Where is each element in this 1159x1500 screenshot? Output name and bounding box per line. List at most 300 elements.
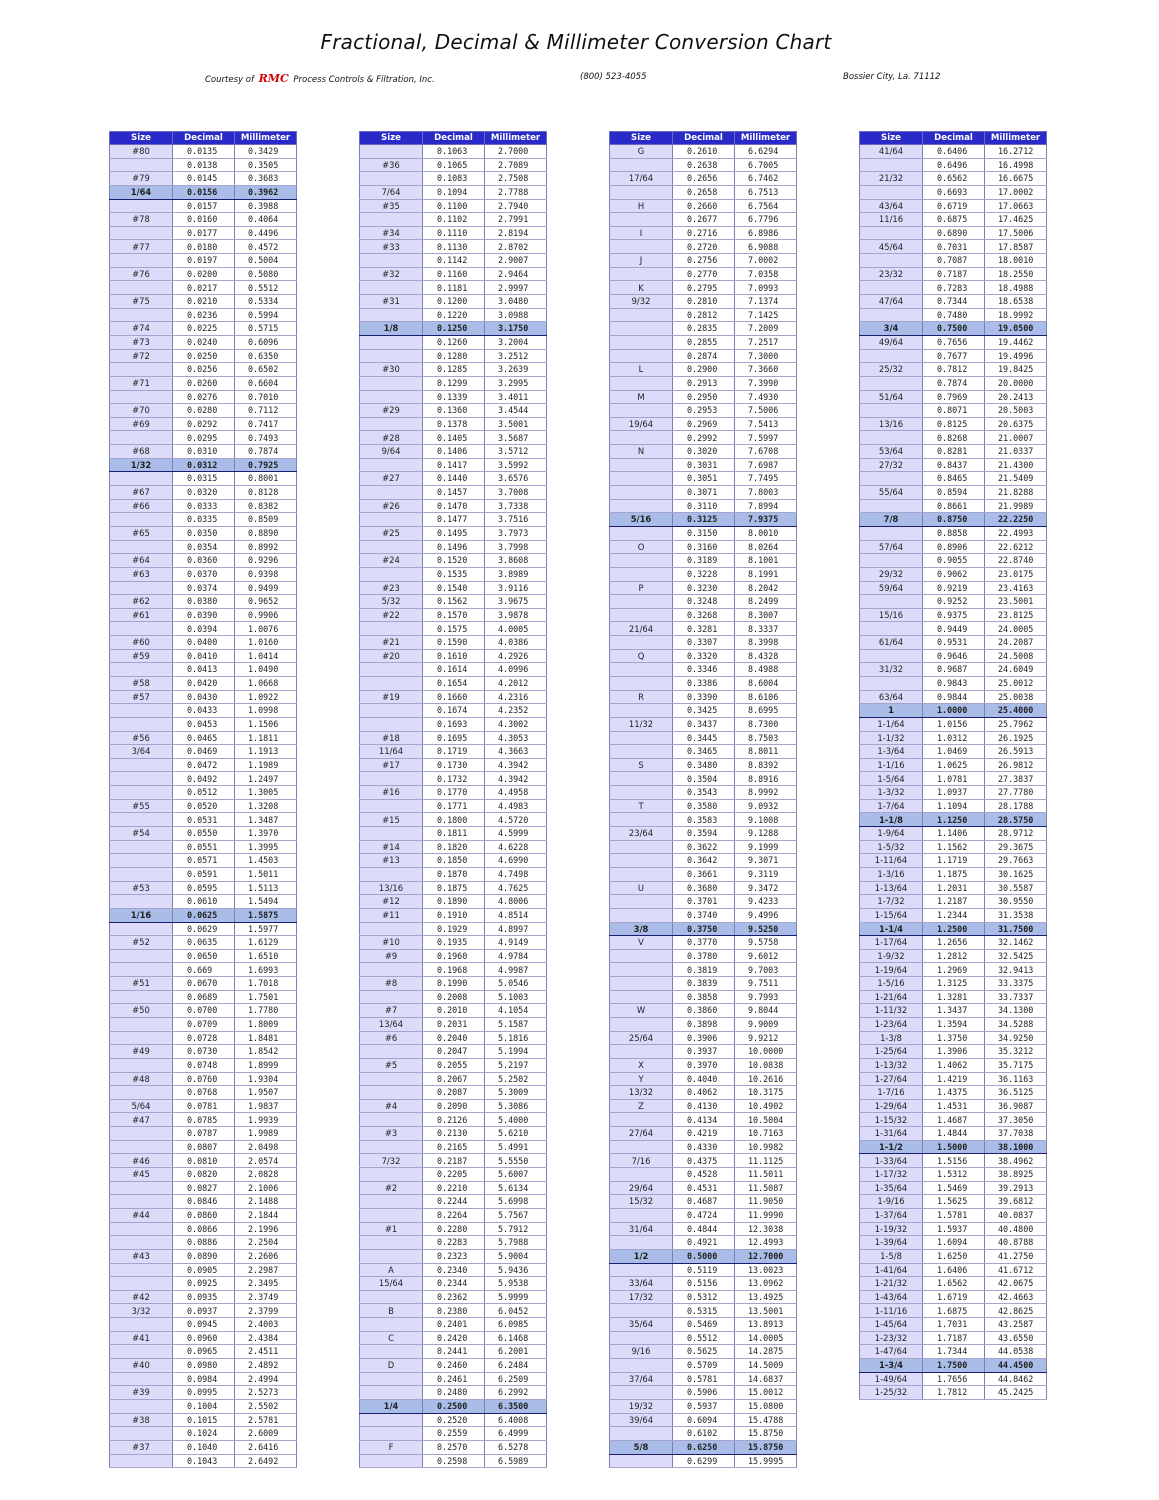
courtesy-prefix: Courtesy of (205, 75, 254, 85)
decimal-cell: 0.1935 (423, 936, 485, 950)
decimal-cell: 0.3858 (673, 990, 735, 1004)
decimal-cell: 0.0312 (173, 458, 235, 472)
size-cell (860, 226, 923, 240)
size-cell: #62 (110, 595, 173, 609)
table-row (610, 676, 797, 690)
millimeter-cell: 13.0962 (735, 1277, 797, 1291)
size-cell: #27 (360, 472, 423, 486)
table-row (360, 199, 547, 213)
size-cell: G (610, 145, 673, 159)
millimeter-cell: 25.4000 (985, 704, 1047, 718)
table-row (360, 390, 547, 404)
table-row (610, 1058, 797, 1072)
decimal-cell: 0.1285 (423, 363, 485, 377)
decimal-cell: 1.1094 (923, 799, 985, 813)
decimal-cell: 0.0730 (173, 1045, 235, 1059)
size-cell (610, 745, 673, 759)
decimal-cell: 0.0925 (173, 1277, 235, 1291)
header-size: Size (860, 132, 923, 145)
decimal-cell: 0.2770 (673, 267, 735, 281)
decimal-cell: 0.4062 (673, 1086, 735, 1100)
decimal-cell: 0.8750 (923, 513, 985, 527)
millimeter-cell: 8.8011 (735, 745, 797, 759)
decimal-cell: 0.7031 (923, 240, 985, 254)
size-cell: 37/64 (610, 1372, 673, 1386)
header-millimeter: Millimeter (235, 132, 297, 145)
table-row (860, 1208, 1047, 1222)
table-row (860, 936, 1047, 950)
decimal-cell: 0.0512 (173, 786, 235, 800)
millimeter-cell: 16.4998 (985, 158, 1047, 172)
size-cell: #60 (110, 636, 173, 650)
millimeter-cell: 28.1788 (985, 799, 1047, 813)
size-cell: 27/64 (610, 1127, 673, 1141)
millimeter-cell: 5.6210 (485, 1127, 547, 1141)
millimeter-cell: 3.4011 (485, 390, 547, 404)
size-cell (110, 158, 173, 172)
millimeter-cell: 5.0546 (485, 977, 547, 991)
decimal-cell: 0.0629 (173, 922, 235, 936)
table-row (610, 158, 797, 172)
millimeter-cell: 39.2913 (985, 1181, 1047, 1195)
table-row (360, 458, 547, 472)
size-cell: 1-11/32 (860, 1004, 923, 1018)
millimeter-cell: 2.4384 (235, 1331, 297, 1345)
table-row (360, 622, 547, 636)
table-row (110, 1440, 297, 1454)
decimal-cell: 0.2874 (673, 349, 735, 363)
size-cell: #65 (110, 526, 173, 540)
millimeter-cell: 2.0574 (235, 1154, 297, 1168)
millimeter-cell: 2.1844 (235, 1208, 297, 1222)
size-cell: 1/2 (610, 1249, 673, 1263)
decimal-cell: 0.0700 (173, 1004, 235, 1018)
millimeter-cell: 0.5004 (235, 254, 297, 268)
decimal-cell: 0.0413 (173, 663, 235, 677)
decimal-cell: 1.4219 (923, 1072, 985, 1086)
rmc-logo: RMC (258, 72, 289, 85)
table-row (860, 267, 1047, 281)
decimal-cell: 0.2040 (423, 1031, 485, 1045)
size-cell: #69 (110, 417, 173, 431)
millimeter-cell: 7.0002 (735, 254, 797, 268)
decimal-cell: 0.0781 (173, 1099, 235, 1113)
table-row (360, 1113, 547, 1127)
table-row (860, 335, 1047, 349)
millimeter-cell: 0.7493 (235, 431, 297, 445)
size-cell: #44 (110, 1208, 173, 1222)
table-row (110, 827, 297, 841)
size-cell: #58 (110, 676, 173, 690)
decimal-cell: 0.3465 (673, 745, 735, 759)
decimal-cell: 1.5156 (923, 1154, 985, 1168)
millimeter-cell: 10.0838 (735, 1058, 797, 1072)
millimeter-cell: 2.7788 (485, 185, 547, 199)
millimeter-cell: 2.6416 (235, 1440, 297, 1454)
size-cell: 5/8 (610, 1440, 673, 1454)
decimal-cell: 0.8281 (923, 445, 985, 459)
size-cell: 1-47/64 (860, 1345, 923, 1359)
millimeter-cell: 27.7780 (985, 786, 1047, 800)
table-row (360, 1290, 547, 1304)
decimal-cell: 0.0472 (173, 758, 235, 772)
table-row (110, 1454, 297, 1468)
table-body (360, 145, 547, 1468)
table-row (360, 513, 547, 527)
millimeter-cell: 11.5087 (735, 1181, 797, 1195)
millimeter-cell: 11.9050 (735, 1195, 797, 1209)
table-row (860, 1277, 1047, 1291)
decimal-cell: 0.3425 (673, 704, 735, 718)
decimal-cell: 0.0768 (173, 1086, 235, 1100)
decimal-cell: 0.0945 (173, 1318, 235, 1332)
decimal-cell: 0.0350 (173, 526, 235, 540)
millimeter-cell: 24.2087 (985, 636, 1047, 650)
size-cell: N (610, 445, 673, 459)
millimeter-cell: 5.3009 (485, 1086, 547, 1100)
size-cell (110, 1058, 173, 1072)
millimeter-cell: 1.3487 (235, 813, 297, 827)
decimal-cell: 0.2716 (673, 226, 735, 240)
millimeter-cell: 1.1811 (235, 731, 297, 745)
decimal-cell: 0.5156 (673, 1277, 735, 1291)
millimeter-cell: 2.2606 (235, 1249, 297, 1263)
decimal-cell: 0.8268 (923, 431, 985, 445)
millimeter-cell: 14.6837 (735, 1372, 797, 1386)
table-row (110, 663, 297, 677)
size-cell: W (610, 1004, 673, 1018)
size-cell: 3/64 (110, 745, 173, 759)
size-cell: 29/64 (610, 1181, 673, 1195)
millimeter-cell: 22.4993 (985, 526, 1047, 540)
table-row (360, 445, 547, 459)
size-cell: #47 (110, 1113, 173, 1127)
size-cell (110, 390, 173, 404)
decimal-cell: 0.1929 (423, 922, 485, 936)
millimeter-cell: 1.1989 (235, 758, 297, 772)
table-row (360, 636, 547, 650)
millimeter-cell: 10.4902 (735, 1099, 797, 1113)
decimal-cell: 0.2067 (423, 1072, 485, 1086)
millimeter-cell: 7.6708 (735, 445, 797, 459)
size-cell: #8 (360, 977, 423, 991)
millimeter-cell: 0.3429 (235, 145, 297, 159)
size-cell: 1-33/64 (860, 1154, 923, 1168)
size-cell (610, 731, 673, 745)
millimeter-cell: 9.3119 (735, 867, 797, 881)
decimal-cell: 1.5937 (923, 1222, 985, 1236)
size-cell: 3/4 (860, 322, 923, 336)
size-cell: 1-43/64 (860, 1290, 923, 1304)
decimal-cell: 0.0960 (173, 1331, 235, 1345)
table-row (610, 1099, 797, 1113)
millimeter-cell: 24.0005 (985, 622, 1047, 636)
millimeter-cell: 0.6350 (235, 349, 297, 363)
decimal-cell: 0.4130 (673, 1099, 735, 1113)
decimal-cell: 0.1406 (423, 445, 485, 459)
millimeter-cell: 23.5001 (985, 595, 1047, 609)
decimal-cell: 0.2264 (423, 1208, 485, 1222)
size-cell: 17/32 (610, 1290, 673, 1304)
table-row (110, 1195, 297, 1209)
size-cell: 23/64 (610, 827, 673, 841)
table-row (360, 963, 547, 977)
size-cell (360, 308, 423, 322)
table-row (360, 1154, 547, 1168)
decimal-cell: 0.0200 (173, 267, 235, 281)
millimeter-cell: 4.0386 (485, 636, 547, 650)
size-cell: 1-11/16 (860, 1304, 923, 1318)
table-row (110, 1058, 297, 1072)
millimeter-cell: 15.8750 (735, 1427, 797, 1441)
conversion-table-1 (109, 131, 297, 1468)
millimeter-cell: 18.4988 (985, 281, 1047, 295)
decimal-cell: 0.6496 (923, 158, 985, 172)
table-row (610, 1277, 797, 1291)
decimal-cell: 0.2913 (673, 376, 735, 390)
decimal-cell: 1.4687 (923, 1113, 985, 1127)
millimeter-cell: 9.7003 (735, 963, 797, 977)
millimeter-cell: 0.3988 (235, 199, 297, 213)
millimeter-cell: 21.4300 (985, 458, 1047, 472)
decimal-cell: 0.3906 (673, 1031, 735, 1045)
table-row (610, 554, 797, 568)
millimeter-cell: 3.7516 (485, 513, 547, 527)
table-row (360, 704, 547, 718)
table-row (860, 608, 1047, 622)
decimal-cell: 0.0905 (173, 1263, 235, 1277)
millimeter-cell: 0.9652 (235, 595, 297, 609)
decimal-cell: 0.3110 (673, 499, 735, 513)
size-cell: 1-3/4 (860, 1359, 923, 1373)
size-cell (360, 1236, 423, 1250)
millimeter-cell: 5.2197 (485, 1058, 547, 1072)
table-row (360, 295, 547, 309)
decimal-cell: 0.2953 (673, 404, 735, 418)
decimal-cell: 0.0177 (173, 226, 235, 240)
size-cell (610, 404, 673, 418)
millimeter-cell: 9.9212 (735, 1031, 797, 1045)
table-row (610, 936, 797, 950)
table-row (360, 663, 547, 677)
table-row (360, 1045, 547, 1059)
size-cell (360, 390, 423, 404)
size-cell (110, 840, 173, 854)
size-cell: 49/64 (860, 335, 923, 349)
decimal-cell: 0.0256 (173, 363, 235, 377)
decimal-cell: 0.2660 (673, 199, 735, 213)
decimal-cell: 1.0469 (923, 745, 985, 759)
table-row (110, 990, 297, 1004)
decimal-cell: 0.3281 (673, 622, 735, 636)
decimal-cell: 0.2835 (673, 322, 735, 336)
size-cell (610, 704, 673, 718)
header-decimal: Decimal (423, 132, 485, 145)
size-cell (610, 908, 673, 922)
millimeter-cell: 8.0010 (735, 526, 797, 540)
size-cell (860, 308, 923, 322)
decimal-cell: 0.0310 (173, 445, 235, 459)
millimeter-cell: 2.8194 (485, 226, 547, 240)
decimal-cell: 0.5119 (673, 1263, 735, 1277)
size-cell (610, 499, 673, 513)
millimeter-cell: 2.1006 (235, 1181, 297, 1195)
size-cell: #48 (110, 1072, 173, 1086)
decimal-cell: 0.3268 (673, 608, 735, 622)
millimeter-cell: 6.0985 (485, 1318, 547, 1332)
table-row (860, 949, 1047, 963)
decimal-cell: 0.1693 (423, 717, 485, 731)
decimal-cell: 0.2362 (423, 1290, 485, 1304)
size-cell: 11/64 (360, 745, 423, 759)
decimal-cell: 1.3281 (923, 990, 985, 1004)
millimeter-cell: 0.7112 (235, 404, 297, 418)
table-row (610, 254, 797, 268)
decimal-cell: 0.9252 (923, 595, 985, 609)
size-cell (110, 663, 173, 677)
size-cell (610, 772, 673, 786)
table-row (610, 1454, 797, 1468)
size-cell: 1-15/64 (860, 908, 923, 922)
decimal-cell: 0.5512 (673, 1331, 735, 1345)
millimeter-cell: 1.9304 (235, 1072, 297, 1086)
table-row (860, 622, 1047, 636)
millimeter-cell: 36.1163 (985, 1072, 1047, 1086)
decimal-cell: 0.3346 (673, 663, 735, 677)
size-cell: 5/16 (610, 513, 673, 527)
table-row (860, 854, 1047, 868)
decimal-cell: 1.5625 (923, 1195, 985, 1209)
table-row (860, 827, 1047, 841)
decimal-cell: 1.0312 (923, 731, 985, 745)
size-cell: #17 (360, 758, 423, 772)
millimeter-cell: 9.8044 (735, 1004, 797, 1018)
decimal-cell: 0.2812 (673, 308, 735, 322)
table-row (860, 977, 1047, 991)
conversion-table-2 (359, 131, 547, 1468)
size-cell: 27/32 (860, 458, 923, 472)
decimal-cell: 0.0785 (173, 1113, 235, 1127)
millimeter-cell: 19.4462 (985, 335, 1047, 349)
millimeter-cell: 10.9982 (735, 1140, 797, 1154)
decimal-cell: 0.0827 (173, 1181, 235, 1195)
size-cell: #25 (360, 526, 423, 540)
size-cell: 25/32 (860, 363, 923, 377)
millimeter-cell: 34.9250 (985, 1031, 1047, 1045)
millimeter-cell: 29.7663 (985, 854, 1047, 868)
millimeter-cell: 3.4544 (485, 404, 547, 418)
size-cell (610, 1263, 673, 1277)
courtesy-line (205, 72, 435, 85)
millimeter-cell: 19.8425 (985, 363, 1047, 377)
decimal-cell: 0.1732 (423, 772, 485, 786)
size-cell (360, 145, 423, 159)
size-cell (360, 1372, 423, 1386)
decimal-cell: 0.1063 (423, 145, 485, 159)
millimeter-cell: 14.5009 (735, 1359, 797, 1373)
decimal-cell: 0.0551 (173, 840, 235, 854)
millimeter-cell: 22.2250 (985, 513, 1047, 527)
table-row (610, 349, 797, 363)
size-cell: H (610, 199, 673, 213)
decimal-cell: 0.2280 (423, 1222, 485, 1236)
millimeter-cell: 8.3998 (735, 636, 797, 650)
decimal-cell: 0.1181 (423, 281, 485, 295)
millimeter-cell: 11.5011 (735, 1168, 797, 1182)
table-row (610, 1331, 797, 1345)
decimal-cell: 0.0145 (173, 172, 235, 186)
size-cell: #74 (110, 322, 173, 336)
table-row (110, 772, 297, 786)
table-row (610, 1263, 797, 1277)
millimeter-cell: 0.4572 (235, 240, 297, 254)
table-row (860, 1127, 1047, 1141)
millimeter-cell: 3.8608 (485, 554, 547, 568)
millimeter-cell: 6.8986 (735, 226, 797, 240)
millimeter-cell: 5.4991 (485, 1140, 547, 1154)
table-row (110, 1004, 297, 1018)
table-row (110, 1045, 297, 1059)
size-cell: #72 (110, 349, 173, 363)
table-row (610, 1399, 797, 1413)
table-row (860, 1099, 1047, 1113)
table-row (360, 1263, 547, 1277)
table-row (110, 676, 297, 690)
size-cell (110, 1236, 173, 1250)
decimal-cell: 0.3160 (673, 540, 735, 554)
millimeter-cell: 4.0005 (485, 622, 547, 636)
decimal-cell: 0.3307 (673, 636, 735, 650)
size-cell: 1-49/64 (860, 1372, 923, 1386)
table-row (110, 799, 297, 813)
decimal-cell: 0.1094 (423, 185, 485, 199)
decimal-cell: 0.0748 (173, 1058, 235, 1072)
decimal-cell: 0.0260 (173, 376, 235, 390)
size-cell: D (360, 1359, 423, 1373)
size-cell: #43 (110, 1249, 173, 1263)
size-cell (360, 281, 423, 295)
millimeter-cell: 3.6576 (485, 472, 547, 486)
size-cell: 7/8 (860, 513, 923, 527)
decimal-cell: 0.0469 (173, 745, 235, 759)
millimeter-cell: 1.6129 (235, 936, 297, 950)
millimeter-cell: 10.5004 (735, 1113, 797, 1127)
size-cell (110, 622, 173, 636)
decimal-cell: 0.0595 (173, 881, 235, 895)
table-row (360, 758, 547, 772)
table-row (110, 1413, 297, 1427)
millimeter-cell: 3.7998 (485, 540, 547, 554)
millimeter-cell: 34.5288 (985, 1018, 1047, 1032)
table-row (860, 1222, 1047, 1236)
size-cell: 1-25/64 (860, 1045, 923, 1059)
table-row (360, 1440, 547, 1454)
table-row (860, 867, 1047, 881)
decimal-cell: 0.2610 (673, 145, 735, 159)
table-row (110, 1359, 297, 1373)
millimeter-cell: 42.8625 (985, 1304, 1047, 1318)
decimal-cell: 1.1250 (923, 813, 985, 827)
size-cell (360, 1454, 423, 1468)
millimeter-cell: 3.5687 (485, 431, 547, 445)
millimeter-cell: 36.5125 (985, 1086, 1047, 1100)
millimeter-cell: 4.4958 (485, 786, 547, 800)
company-location: Bossier City, La. 71112 (843, 72, 941, 82)
millimeter-cell: 8.7300 (735, 717, 797, 731)
millimeter-cell: 7.0358 (735, 267, 797, 281)
size-cell: C (360, 1331, 423, 1345)
millimeter-cell: 2.3799 (235, 1304, 297, 1318)
